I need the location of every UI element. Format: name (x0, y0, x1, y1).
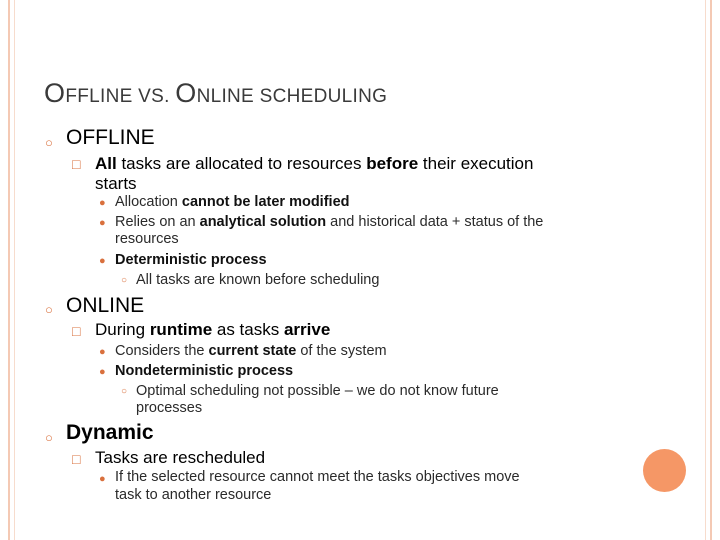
circle-bullet-icon: ● (99, 473, 106, 485)
circle-bullet-icon: ○ (45, 430, 53, 445)
dynamic-heading: Dynamic (66, 421, 154, 444)
online-heading: ONLINE (66, 294, 145, 317)
circle-bullet-icon: ○ (45, 302, 53, 317)
slide-title: OFFLINE VS. ONLINE SCHEDULING (44, 78, 388, 108)
online-main-point: During runtime as tasks arrive (95, 320, 331, 339)
online-optimal-cont: processes (136, 400, 203, 416)
circle-bullet-icon: ○ (45, 135, 53, 150)
offline-known: All tasks are known before scheduling (136, 272, 380, 288)
circle-bullet-icon: ● (99, 346, 106, 358)
circle-bullet-icon: ○ (121, 386, 128, 397)
online-optimal: Optimal scheduling not possible – we do not know future (136, 383, 499, 399)
online-nondeterministic: Nondeterministic process (115, 363, 294, 379)
dynamic-if-cont: task to another resource (115, 487, 272, 503)
offline-main-point-cont: starts (95, 174, 137, 193)
offline-relies-cont: resources (115, 231, 179, 247)
dynamic-main-point: Tasks are rescheduled (95, 448, 266, 467)
circle-bullet-icon: ● (99, 197, 106, 209)
offline-allocation: Allocation cannot be later modified (115, 194, 350, 210)
circle-bullet-icon: ● (99, 366, 106, 378)
square-bullet-icon: □ (72, 156, 81, 172)
offline-deterministic: Deterministic process (115, 252, 267, 268)
circle-bullet-icon: ● (99, 217, 106, 229)
offline-main-point: All tasks are allocated to resources before their execution (95, 154, 534, 173)
decorative-circle (643, 449, 686, 492)
square-bullet-icon: □ (72, 323, 81, 339)
dynamic-if: If the selected resource cannot meet the tasks objectives move (115, 469, 520, 485)
circle-bullet-icon: ● (99, 255, 106, 267)
square-bullet-icon: □ (72, 451, 81, 467)
offline-heading: OFFLINE (66, 126, 155, 149)
offline-relies: Relies on an analytical solution and historical data + status of the (115, 214, 544, 230)
online-considers: Considers the current state of the system (115, 343, 387, 359)
circle-bullet-icon: ○ (121, 275, 128, 286)
